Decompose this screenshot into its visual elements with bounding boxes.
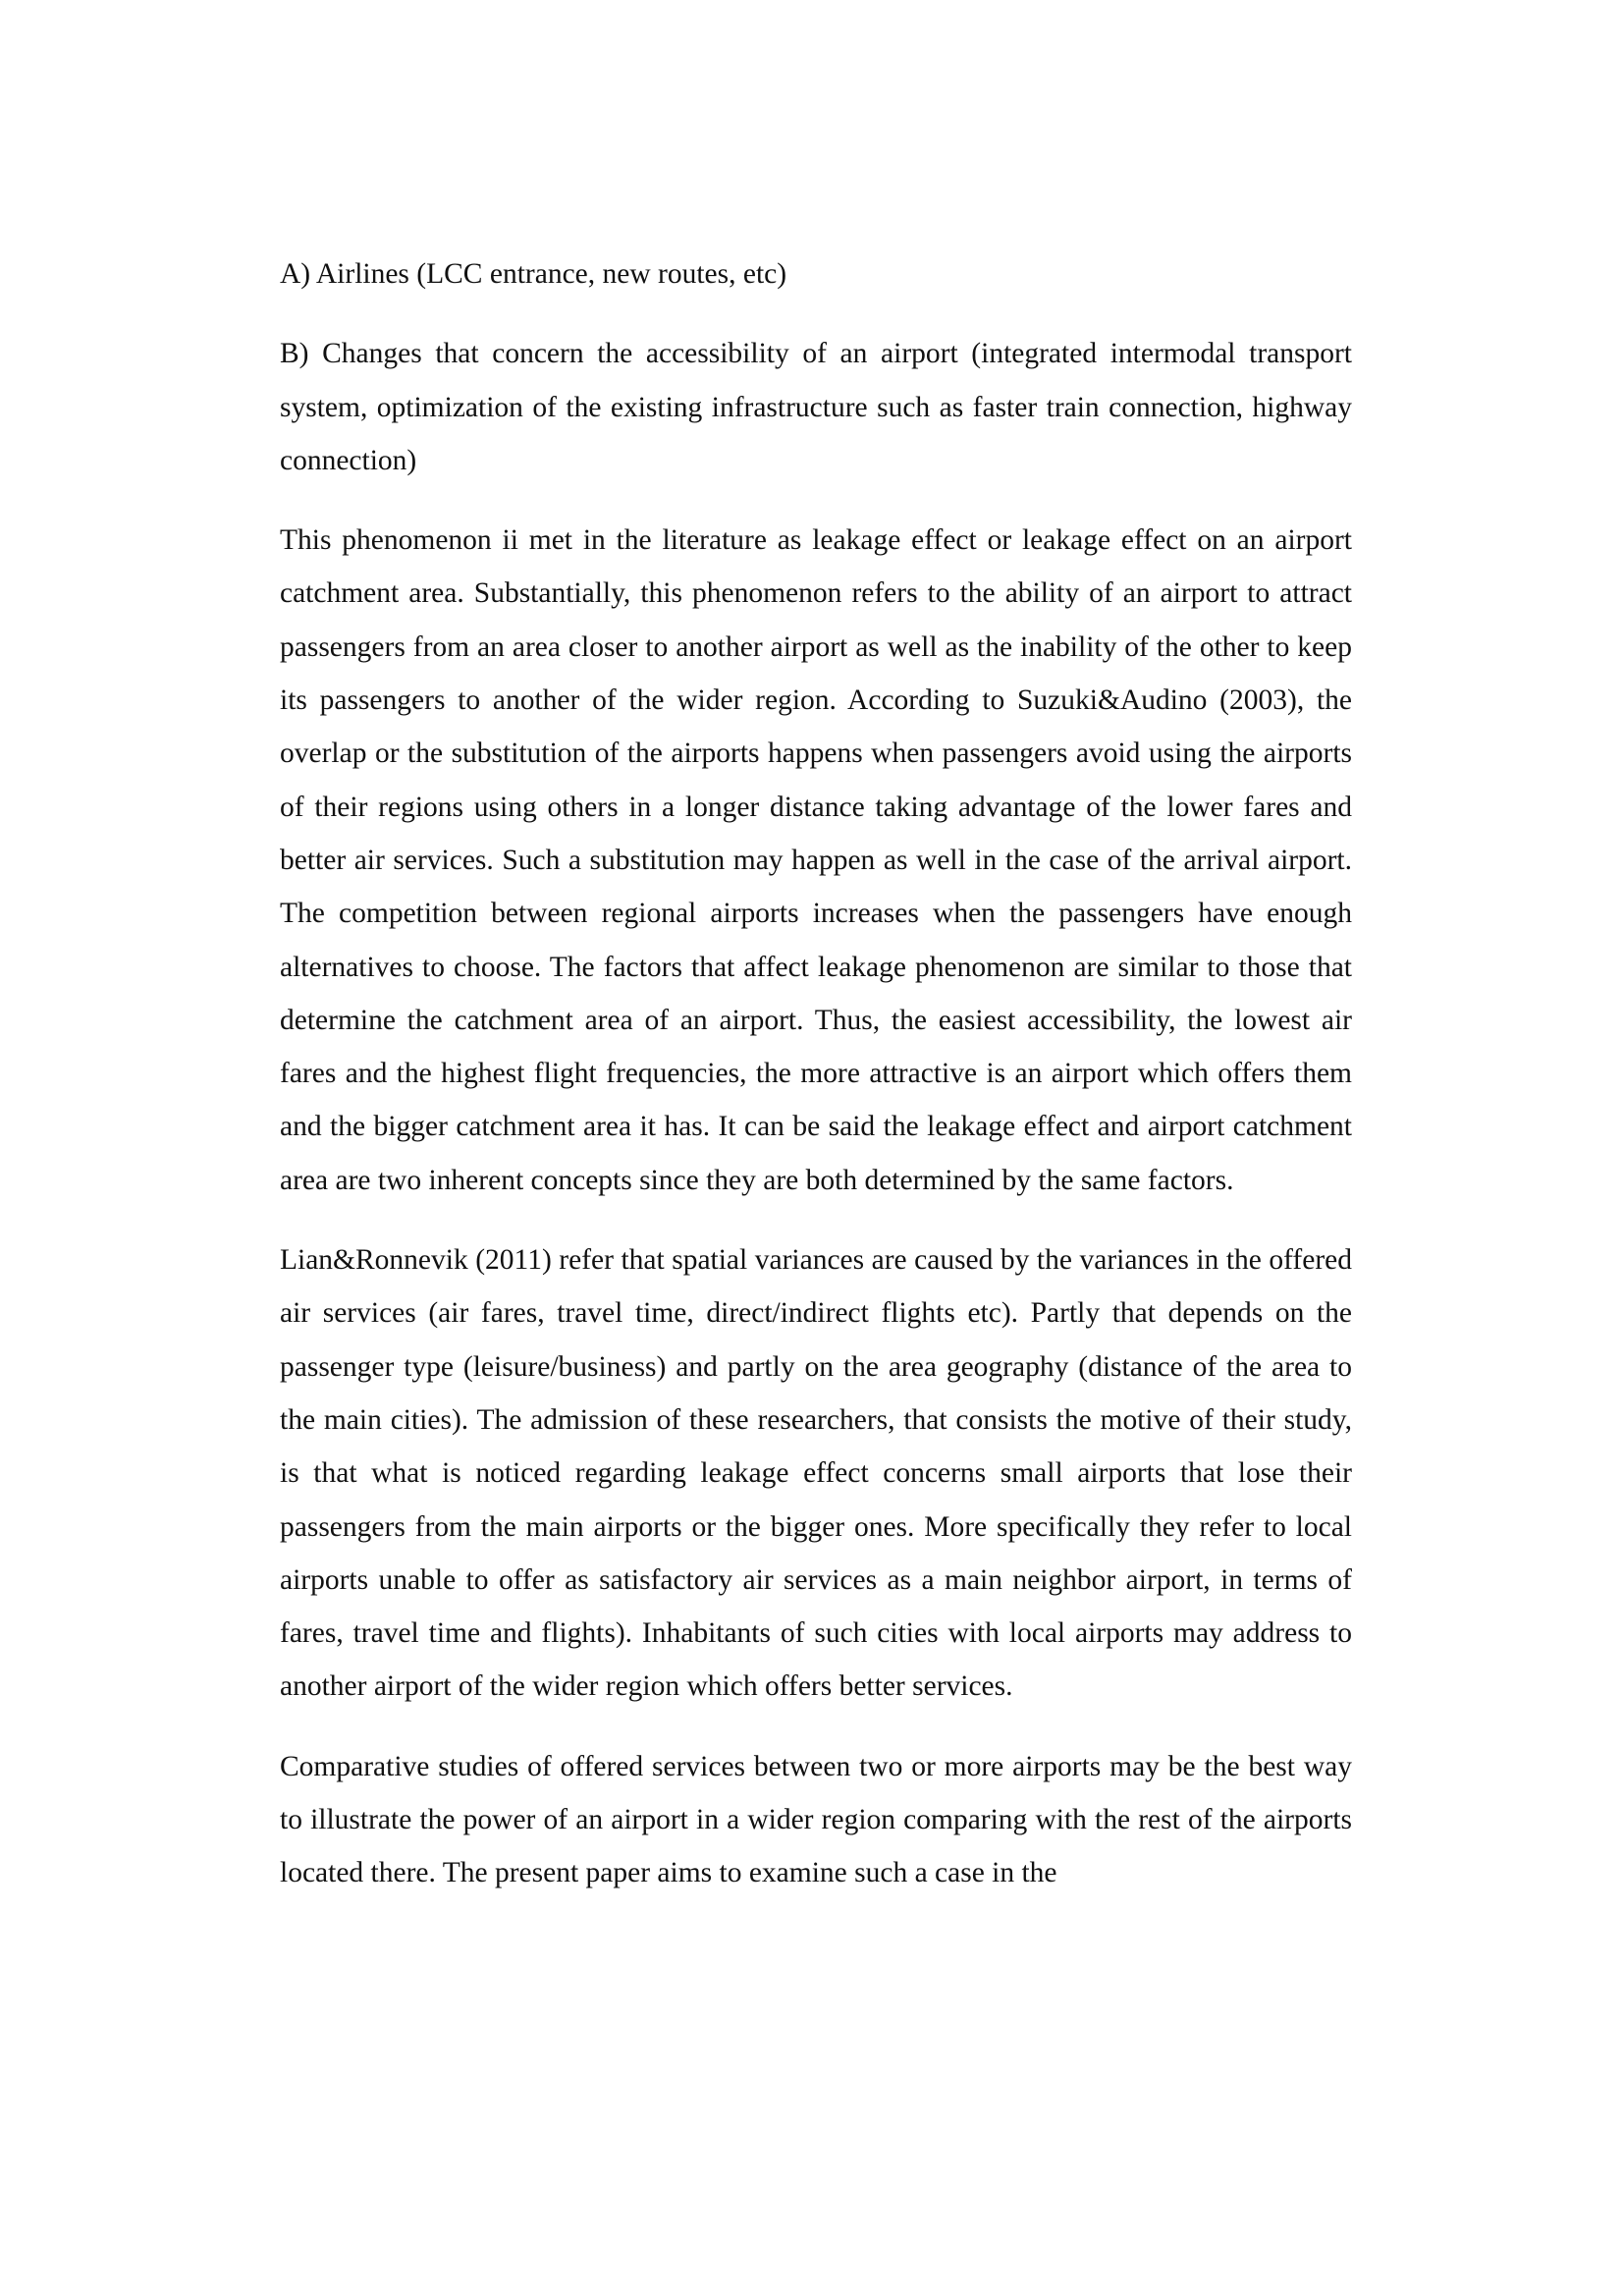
paragraph-leakage-effect: This phenomenon ii met in the literature as leakage effect or leakage effect on an airport catchment area. Substantially, this phenomenon refers to the ability of an airport to attract passengers from an area closer to another airport as well as the inability of the other to keep its passengers to another of the wider region. According to Suzuki&Audino (2003), the overlap or the substitution of the airports happens when passengers avoid using the airports of their regions using others in a longer distance taking advantage of the lower fares and better air services. Such a substitution may happen as well in the case of the arrival airport. The competition between regional airports increases when the passengers have enough alternatives to choose. The factors that affect leakage phenomenon are similar to those that determine the catchment area of an airport. Thus, the easiest accessibility, the lowest air fares and the highest flight frequencies, the more attractive is an airport which offers them and the bigger catchment area it has. It can be said the leakage effect and airport catchment area are two inherent concepts since they are both determined by the same factors. (280, 524, 1352, 1196)
document-page (280, 247, 1352, 1927)
list-item-airlines: A) Airlines (LCC entrance, new routes, etc) (280, 258, 787, 290)
paragraph-lian-ronnevik: Lian&Ronnevik (2011) refer that spatial variances are caused by the variances in the offered air services (air fares, travel time, direct/indirect flights etc). Partly that depends on the passenger type (leisure/business) and partly on the area geography (distance of the area to the main cities). The admission of these researchers, that consists the motive of their study, is that what is noticed regarding leakage effect concerns small airports that lose their passengers from the main airports or the bigger ones. More specifically they refer to local airports unable to offer as satisfactory air services as a main neighbor airport, in terms of fares, travel time and flights). Inhabitants of such cities with local airports may address to another airport of the wider region which offers better services. (280, 1244, 1352, 1703)
paragraph-comparative-studies: Comparative studies of offered services between two or more airports may be the best way to illustrate the power of an airport in a wider region comparing with the rest of the airports located there. The present paper aims to examine such a case in the (280, 1750, 1352, 1889)
list-item-accessibility: B) Changes that concern the accessibility of an airport (integrated intermodal transport system, optimization of the existing infrastructure such as faster train connection, highway connection) (280, 338, 1352, 476)
